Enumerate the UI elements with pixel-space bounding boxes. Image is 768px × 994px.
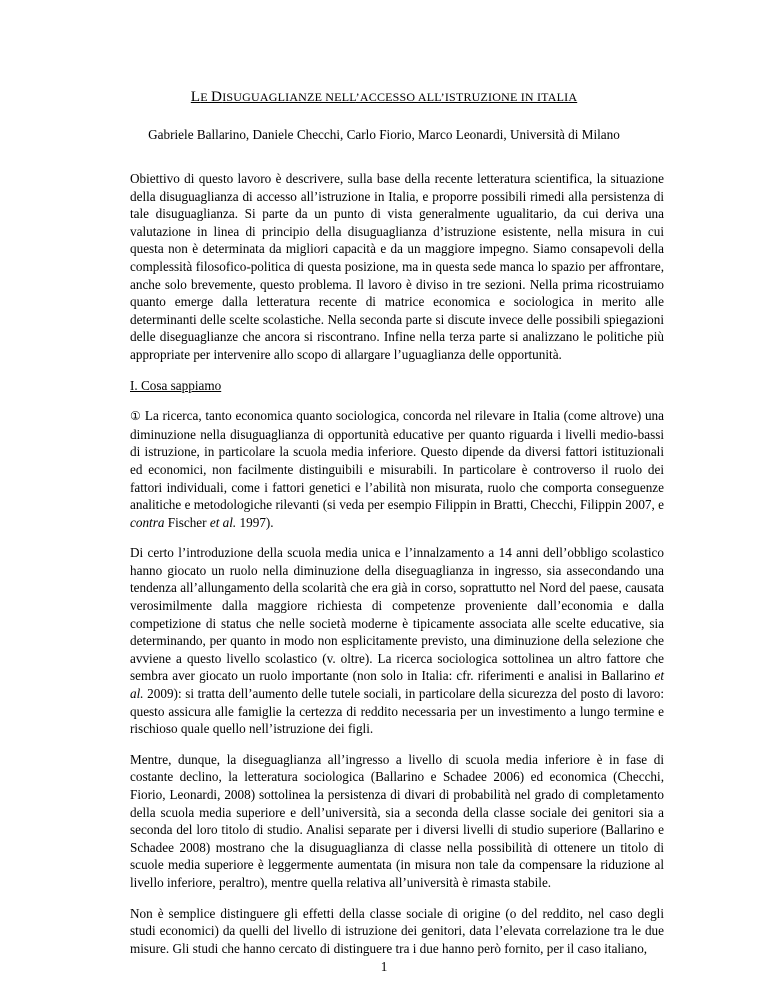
p1-text-a: La ricerca, tanto economica quanto sociologica, concorda nel rilevare in Italia (come altrove) una diminuzione nella disuguaglianza di opportunità educative per quanto riguarda i livelli medio-bassi di istruzione, in particolare la scuola media inferiore. Questo dipende da diversi fattori istituzionali ed economici, non facilmente distinguibili e misurabili. In particolare è controverso il ruolo dei fattori individuali, come i fattori genetici e l’abilità non misurata, ruolo che comporta conseguenze analitiche e metodologiche rilevanti (si veda per esempio Filippin in Bratti, Checchi, Filippin 2007, e [130,408,665,513]
p1-text-b: Fischer [164,514,210,530]
p2-italic-etal: et al. [130,668,664,702]
title-small-1: E [200,90,212,104]
section-title: I. Cosa sappiamo [130,377,222,393]
paragraph-4: Non è semplice distinguere gli effetti della classe sociale di origine (o del reddito, nel caso degli studi economici) da quelli del livello di istruzione dei genitori, data l’elevata correlazione tra le due misure. Gli studi che hanno cercato di distinguere tra i due hanno però fornito, per il caso italiano, [130,905,664,956]
p2-text-a: Di certo l’introduzione della scuola media unica e l’innalzamento a 14 anni dell’obbligo scolastico hanno giocato un ruolo nella diminuzione della diseguaglianza in ingresso, sia assecondando una tendenza all’allungamento della scolarità che era già in corso, soprattutto nel Nord del paese, causata verosimilmente dalla maggiore richiesta di competenze proveniente dall’economia e dalla competizione di status che nelle società moderne è tipicamente associata alle scelte educative, sia determinando, per quanto in modo non esplicitamente previsto, una diminuzione della selezione che avviene a questo livello scolastico (v. oltre). La ricerca sociologica sottolinea un altro fattore che sembra aver giocato un ruolo importante (non solo in Italia: cfr. riferimenti e analisi in Ballarino [130,545,664,684]
p1-italic-contra: contra [130,514,165,530]
document-body [130,170,664,970]
title-small-2: ISUGUAGLIANZE NELL [222,90,356,104]
p2-text-b: 2009): si tratta dell’aumento delle tutele sociali, in particolare della sicurezza del posto di lavoro: questo assicura alle famiglie la certezza di reddito necessaria per un investimento a lungo termine e rischioso quale quello nell’istruzione dei figli. [130,686,664,737]
authors-line: Gabriele Ballarino, Daniele Checchi, Carlo Fiorio, Marco Leonardi, Università di Milano [148,127,620,142]
title-small-4: ’ISTRUZIONE IN ITALIA [440,90,578,104]
p1-text-c: 1997). [236,514,274,530]
p1-italic-etal: et al. [209,514,237,530]
circled-one-icon: ① [130,409,142,424]
abstract-paragraph: Obiettivo di questo lavoro è descrivere, sulla base della recente letteratura scientifica, la situazione della disuguaglianza di accesso all’istruzione in Italia, e proporre possibili rimedi alla persistenza di tale disuguaglianza. Si parte da un punto di vista generalmente ugualitario, da cui deriva una valutazione in linea di principio della disuguaglianza d’istruzione esistente, nella misura in cui questa non è determinata da migliori capacità e da un maggiore impegno. Siamo consapevoli della complessità filosofico-politica di questa posizione, ma in questa sede manca lo spazio per affrontare, anche solo brevemente, questo problema. Il lavoro è diviso in tre sezioni. Nella prima ricostruiamo quanto emerge dalla letteratura recente di matrice economica e sociologica in merito alle determinanti delle scelte scolastiche. Nella seconda parte si discute invece delle possibili spiegazioni delle diseguaglianze che ancora si riscontrano. Infine nella terza parte si analizzano le politiche più appropriate per intervenire allo scopo di allargare l’uguaglianza delle opportunità. [130,171,664,362]
paragraph-2 [130,544,664,738]
paragraph-1 [130,407,664,531]
paragraph-3: Mentre, dunque, la diseguaglianza all’ingresso a livello di scuola media inferiore è in fase di costante declino, la letteratura sociologica (Ballarino e Schadee 2006) ed economica (Checchi, Fiorio, Leonardi, 2008) sottolinea la persistenza di divari di probabilità nel grado di completamento della scuola media superiore e dell’università, sia a seconda della classe sociale dei genitori sia a seconda del loro titolo di studio. Analisi separate per i diversi livelli di studio superiore (Ballarino e Schadee 2008) mostrano che la disuguaglianza di classe nella possibilità di ottenere un titolo di scuole media superiore è leggermente aumentata (in misura non tale da compensare la riduzione al livello inferiore, peraltro), mentre quella relativa all’università è rimasta stabile. [130,751,664,890]
title-small-3: ’ACCESSO ALL [355,90,441,104]
title-cap-l: L [190,88,201,105]
title-cap-d: D [211,88,223,105]
page-number: 1 [380,959,388,974]
document-title [0,88,768,107]
